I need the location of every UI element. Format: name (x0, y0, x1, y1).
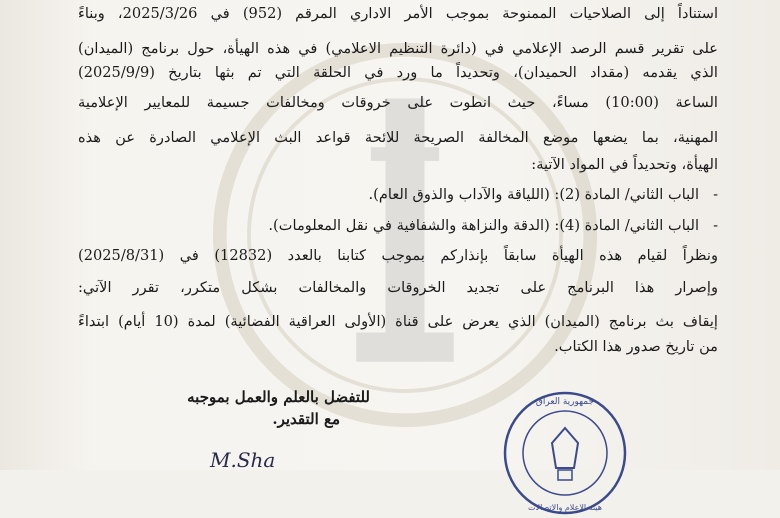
body-line: وإصرار هذا البرنامج على تجديد الخروقات والمخالفات بشكل متكرر، تقرر الآتي: (78, 279, 718, 296)
body-line: الهيأة، وتحديداً في المواد الآتية: (531, 156, 718, 173)
handwritten-signature: M.Sha (210, 448, 276, 472)
article-item: - الباب الثاني/ المادة (2): (اللياقة والآداب والذوق العام). (369, 185, 718, 205)
body-line: إيقاف بث برنامج (الميدان) الذي يعرض على قناة (الأولى العراقية الفضائية) لمدة (10 أيام) ابتداءً (78, 313, 718, 330)
body-line: على تقرير قسم الرصد الإعلامي في (دائرة التنظيم الاعلامي) في هذه الهيأة، حول برنامج (الميدان) (78, 40, 718, 57)
seal-text-bottom: هيئة الإعلام والاتصالات (527, 503, 603, 512)
body-line: ونظراً لقيام هذه الهيأة سابقاً بإنذاركم بموجب كتابنا بالعدد (12832) في (2025/8/31) (78, 247, 718, 264)
body-line: من تاريخ صدور هذا الكتاب. (554, 338, 718, 355)
body-line: استناداً إلى الصلاحيات الممنوحة بموجب الأمر الاداري المرقم (952) في 2025/3/26، وبناءً (78, 5, 718, 22)
body-line: المهنية، بما يضعها موضع المخالفة الصريحة للائحة قواعد البث الإعلامي الصادرة عن هذه (78, 129, 718, 146)
body-line: الذي يقدمه (مقداد الحميدان)، وتحديداً ما ورد في الحلقة التي تم بثها بتاريخ (2025/9/9) (78, 64, 718, 81)
body-line: الساعة (10:00) مساءً، حيث انطوت على خروقات ومخالفات جسيمة للمعايير الإعلامية (78, 94, 718, 111)
official-seal (500, 388, 630, 518)
closing-line-1: للتفضل بالعلم والعمل بموجبه (187, 388, 370, 406)
seal-text-top: جمهورية العراق (535, 397, 595, 407)
closing-line-2: مع التقدير. (272, 410, 340, 428)
article-item: - الباب الثاني/ المادة (4): (الدقة والنزاهة والشفافية في نقل المعلومات). (268, 216, 718, 236)
